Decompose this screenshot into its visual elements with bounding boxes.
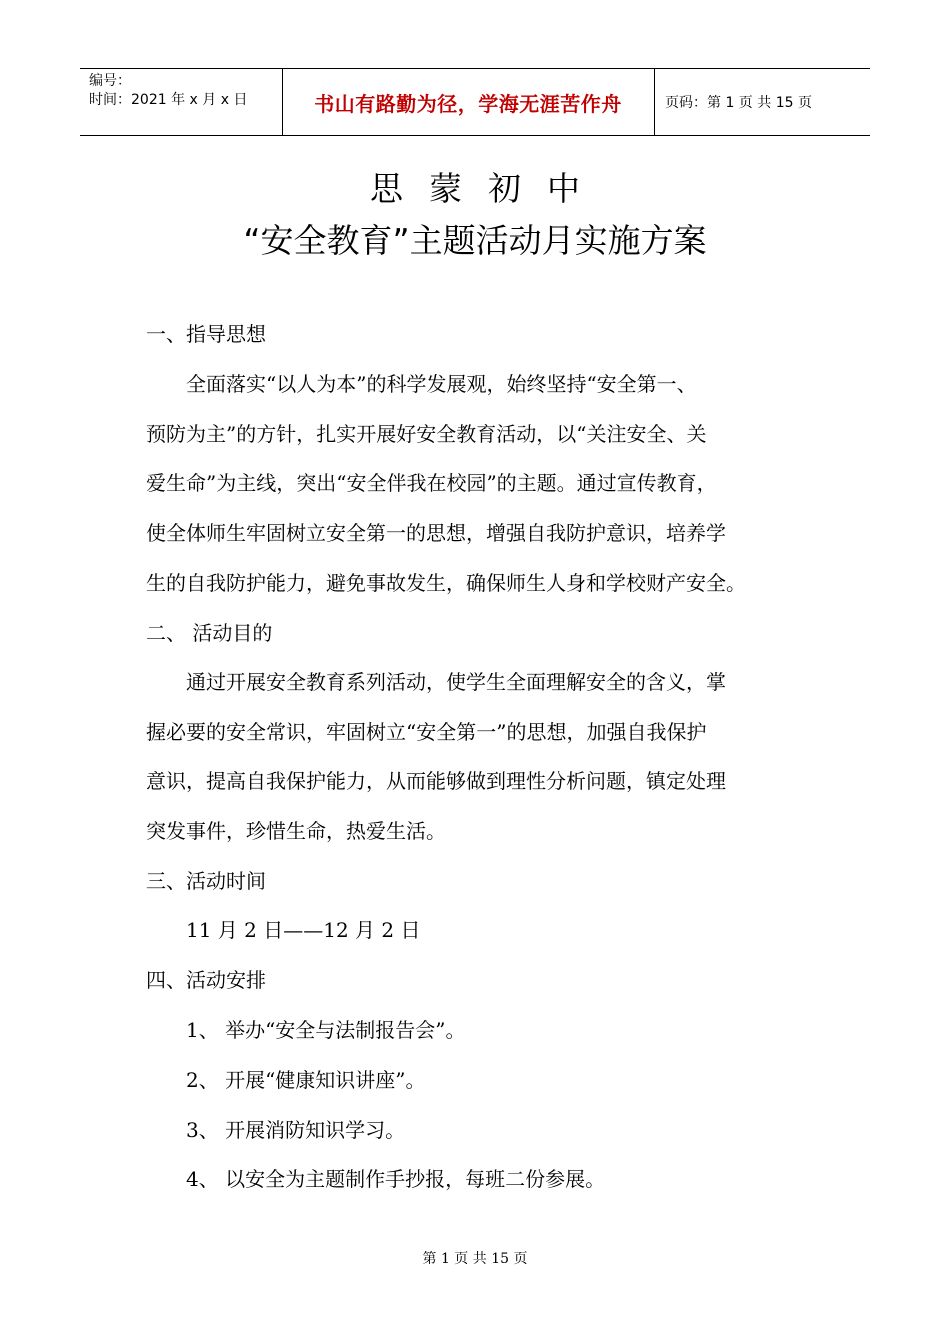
paragraph-line: 预防为主”的方针，扎实开展好安全教育活动，以“关注安全、关 xyxy=(146,422,707,446)
paragraph-line: 突发事件，珍惜生命，热爱生活。 xyxy=(146,819,446,843)
list-item: 1、 举办“安全与法制报告会”。 xyxy=(146,1018,466,1042)
activity-time: 11 月 2 日——12 月 2 日 xyxy=(146,918,421,942)
paragraph-line: 爱生命”为主线，突出“安全伴我在校园”的主题。通过宣传教育， xyxy=(146,471,717,495)
title-school: 思蒙初中 xyxy=(370,169,606,208)
list-item: 3、 开展消防知识学习。 xyxy=(146,1118,406,1142)
page-footer: 第 1 页 共 15 页 xyxy=(422,1251,528,1267)
header-motto-cell xyxy=(282,69,655,135)
number-label: 编号： xyxy=(89,73,131,89)
paragraph-line: 通过开展安全教育系列活动，使学生全面理解安全的含义，掌 xyxy=(146,670,726,694)
list-item: 2、 开展“健康知识讲座”。 xyxy=(146,1068,426,1092)
section-heading-4: 四、活动安排 xyxy=(146,968,266,992)
list-item: 4、 以安全为主题制作手抄报，每班二份参展。 xyxy=(146,1167,606,1191)
page-info: 页码：第 1 页 共 15 页 xyxy=(665,95,812,111)
header-page-cell xyxy=(655,69,870,135)
paragraph-line: 握必要的安全常识，牢固树立“安全第一”的思想，加强自我保护 xyxy=(146,720,707,744)
motto: 书山有路勤为径，学海无涯苦作舟 xyxy=(314,91,622,116)
header-left-cell xyxy=(80,69,283,135)
section-heading-1: 一、指导思想 xyxy=(146,322,266,346)
section-heading-2: 二、 活动目的 xyxy=(146,621,273,645)
section-heading-3: 三、活动时间 xyxy=(146,869,266,893)
title-plan: “安全教育”主题活动月实施方案 xyxy=(243,221,707,260)
header-table xyxy=(80,68,870,136)
time-label: 时间：2021 年 x 月 x 日 xyxy=(89,92,248,108)
paragraph-line: 生的自我防护能力，避免事故发生，确保师生人身和学校财产安全。 xyxy=(146,571,746,595)
paragraph-line: 使全体师生牢固树立安全第一的思想，增强自我防护意识，培养学 xyxy=(146,521,726,545)
paragraph-line: 意识，提高自我保护能力，从而能够做到理性分析问题，镇定处理 xyxy=(146,769,726,793)
paragraph-line: 全面落实“以人为本”的科学发展观，始终坚持“安全第一、 xyxy=(146,372,697,396)
